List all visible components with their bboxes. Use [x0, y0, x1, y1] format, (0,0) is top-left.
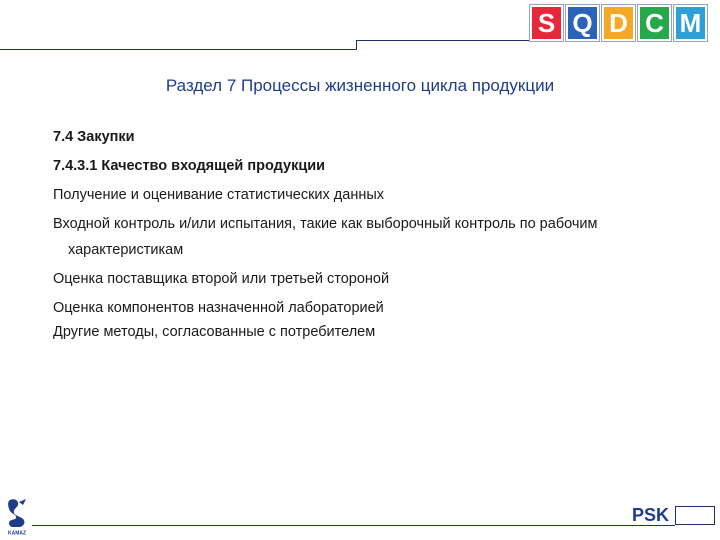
section-title: Раздел 7 Процессы жизненного цикла продукции [165, 76, 555, 95]
psk-label: PSK [632, 505, 670, 525]
psk-box [675, 506, 715, 525]
sqdcm-letter-s: S [530, 5, 563, 41]
sqdcm-logo [530, 5, 707, 41]
sqdcm-letter-q: Q [566, 5, 599, 41]
kamaz-logo [4, 496, 30, 536]
list-item: Оценка компонентов назначенной лабораторией [53, 300, 384, 316]
list-item: Входной контроль и/или испытания, такие как выборочный контроль по рабочим [53, 216, 598, 232]
svg-text:KAMAZ: KAMAZ [7, 530, 27, 536]
header-rule-right [356, 40, 530, 41]
list-item: Получение и оценивание статистических данных [53, 187, 385, 203]
list-item: Другие методы, согласованные с потребителем [53, 324, 376, 340]
slide-content [53, 128, 673, 341]
sqdcm-letter-c: C [638, 5, 671, 41]
list-item-continuation: характеристикам [68, 242, 184, 258]
footer-rule [32, 525, 675, 526]
header-rule-step [356, 40, 357, 50]
list-item: Оценка поставщика второй или третьей стороной [53, 271, 390, 287]
heading-purchasing: 7.4 Закупки [53, 129, 135, 145]
sqdcm-letter-m: M [674, 5, 707, 41]
heading-incoming-quality: 7.4.3.1 Качество входящей продукции [53, 158, 326, 174]
header-rule-left [0, 49, 357, 50]
sqdcm-letter-d: D [602, 5, 635, 41]
